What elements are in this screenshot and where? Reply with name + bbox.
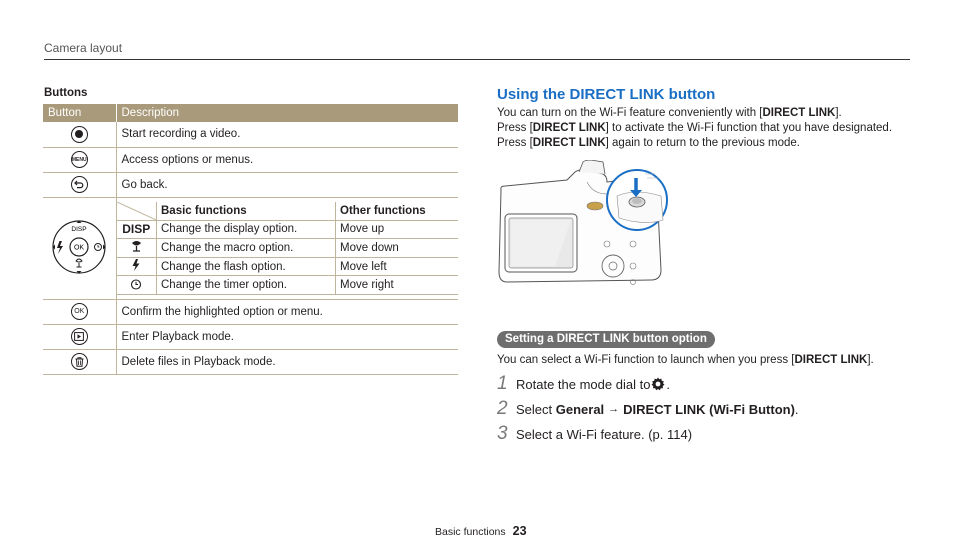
nav-row — [117, 257, 459, 276]
setting-intro: You can select a Wi-Fi function to launch when you press [DIRECT LINK]. — [497, 354, 874, 366]
col-other-functions: Other functions — [336, 202, 459, 221]
timer-icon — [130, 278, 142, 290]
row-description: Confirm the highlighted option or menu. — [116, 299, 458, 324]
basic-function: Change the timer option. — [157, 276, 336, 295]
step-number: 1 — [497, 373, 508, 394]
col-basic-functions: Basic functions — [157, 202, 336, 221]
table-row — [43, 172, 458, 197]
table-row — [43, 299, 458, 324]
settings-mode-icon — [651, 377, 665, 391]
direct-link-line-2: Press [DIRECT LINK] to activate the Wi-Fi function that you have designated. — [497, 122, 893, 134]
other-function: Move up — [336, 220, 459, 239]
nav-row — [117, 239, 459, 258]
buttons-heading: Buttons — [44, 87, 88, 99]
footer-label: Basic functions — [435, 526, 506, 538]
page-number: 23 — [512, 524, 527, 538]
row-description: Start recording a video. — [116, 122, 458, 147]
nav-row — [117, 220, 459, 239]
table-row — [43, 147, 458, 172]
page-footer — [435, 524, 527, 538]
col-button: Button — [43, 104, 116, 122]
step-2: 2 Select General → DIRECT LINK (Wi-Fi Button) . — [497, 398, 799, 419]
section-header: Camera layout — [44, 41, 123, 55]
col-description: Description — [116, 104, 458, 122]
step-3: 3 Select a Wi-Fi feature. (p. 114) — [497, 423, 693, 444]
step-number: 2 — [497, 398, 508, 419]
basic-function: Change the display option. — [157, 220, 336, 239]
nav-row — [117, 276, 459, 295]
step-1: 1 Rotate the mode dial to . — [497, 373, 671, 394]
row-description: Access options or menus. — [116, 147, 458, 172]
navigation-dial-icon — [51, 219, 107, 275]
nav-functions-table — [117, 202, 459, 295]
step-number: 3 — [497, 423, 508, 444]
ok-icon: OK — [71, 303, 88, 320]
table-row — [43, 324, 458, 349]
dial-disp-label: DISP — [71, 225, 87, 233]
row-description: Delete files in Playback mode. — [116, 349, 458, 374]
menu-icon: MENU — [71, 151, 88, 168]
table-row — [43, 349, 458, 374]
row-description: Go back. — [116, 172, 458, 197]
direct-link-line-1: You can turn on the Wi-Fi feature conveniently with [DIRECT LINK]. — [497, 107, 842, 119]
back-icon — [71, 176, 88, 193]
table-row-nav — [43, 197, 458, 299]
dial-ok-label: OK — [74, 244, 85, 252]
other-function: Move right — [336, 276, 459, 295]
row-description: Enter Playback mode. — [116, 324, 458, 349]
header-rule — [44, 59, 910, 60]
other-function: Move left — [336, 257, 459, 276]
setting-section-pill: Setting a DIRECT LINK button option — [497, 331, 715, 348]
arrow-right-icon: → — [608, 403, 620, 415]
disp-icon: DISP — [122, 222, 151, 237]
flash-icon — [132, 259, 140, 271]
record-icon — [71, 126, 88, 143]
buttons-table — [43, 104, 458, 375]
basic-function: Change the flash option. — [157, 257, 336, 276]
table-row — [43, 122, 458, 147]
direct-link-line-3: Press [DIRECT LINK] again to return to the previous mode. — [497, 137, 800, 149]
basic-function: Change the macro option. — [157, 239, 336, 258]
other-function: Move down — [336, 239, 459, 258]
direct-link-title: Using the DIRECT LINK button — [497, 86, 716, 103]
trash-icon — [71, 353, 88, 370]
camera-illustration — [495, 160, 675, 295]
playback-icon — [71, 328, 88, 345]
macro-icon — [131, 240, 142, 252]
